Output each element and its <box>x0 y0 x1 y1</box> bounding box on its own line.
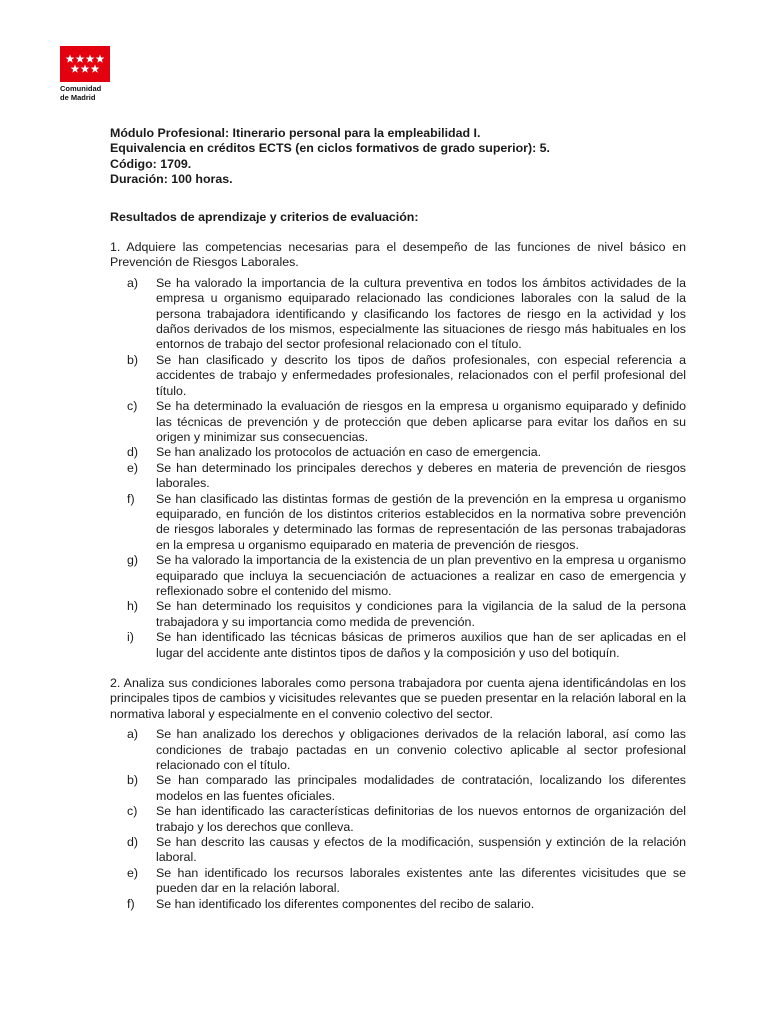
module-duration: Duración: 100 horas. <box>110 172 233 187</box>
criterion-item <box>110 353 686 399</box>
document-body <box>110 126 686 912</box>
learning-result: 1. Adquiere las competencias necesarias para el desempeño de las funciones de nivel básico en Prevención de Riesgos Laborales. <box>110 240 686 270</box>
criterion-text: Se han identificado las características definitorias de los nuevos entornos de organización del trabajo y los derechos que conlleva. <box>156 804 686 834</box>
criterion-item <box>110 599 686 630</box>
criterion-letter: a) <box>127 727 139 742</box>
criterion-letter: d) <box>127 445 139 460</box>
criterion-text: Se han determinado los requisitos y condiciones para la vigilancia de la salud de la persona trabajadora y su importancia como medida de prevención. <box>156 599 686 629</box>
criterion-item <box>110 276 686 353</box>
criterion-letter: g) <box>127 553 139 568</box>
criteria-list <box>110 727 686 912</box>
star-icon <box>96 54 105 62</box>
criterion-item <box>110 553 686 599</box>
learning-result: 2. Analiza sus condiciones laborales como persona trabajadora por cuenta ajena identificándolas en los principales tipos de cambios y vicisitudes relevantes que se pueden presentar en la relación laboral en la normativa laboral y especialmente en el convenio colectivo del sector. <box>110 676 686 721</box>
criterion-text: Se han clasificado las distintas formas de gestión de la prevención en la empresa u organismo equiparado, en función de los distintos criterios establecidos en la normativa sobre prevención de riesgos laborales y determinado las formas de representación de las personas trabajadoras en la empresa u organismo equiparado en materia de prevención de riesgos. <box>156 491 686 552</box>
module-title: Módulo Profesional: Itinerario personal para la empleabilidad I. <box>110 126 481 140</box>
star-icon <box>66 54 75 62</box>
module-header <box>110 126 686 188</box>
criterion-letter: b) <box>127 773 139 788</box>
criterion-item <box>110 897 686 912</box>
criterion-item <box>110 445 686 460</box>
criterion-letter: b) <box>127 352 139 367</box>
criterion-letter: e) <box>127 460 139 475</box>
star-icon <box>76 54 85 62</box>
star-icon <box>81 64 90 72</box>
logo-name-line2: de Madrid <box>60 92 96 102</box>
comunidad-de-madrid-logo <box>60 46 110 102</box>
criterion-text: Se han descrito las causas y efectos de la modificación, suspensión y extinción de la relación laboral. <box>156 835 686 865</box>
module-code: Código: 1709. <box>110 156 192 171</box>
criterion-text: Se han identificado las técnicas básicas de primeros auxilios que han de ser aplicadas en el lugar del accidente ante distintos tipos de daños y la composición y uso del botiquín. <box>156 630 686 660</box>
star-icon <box>86 54 95 62</box>
criterion-text: Se han determinado los principales derechos y deberes en materia de prevención de riesgos laborales. <box>156 460 686 491</box>
logo-name-line1: Comunidad <box>60 84 102 93</box>
criterion-letter: d) <box>127 835 139 850</box>
criterion-letter: f) <box>127 896 135 911</box>
criterion-letter: a) <box>127 275 139 290</box>
criterion-text: Se han clasificado y descrito los tipos de daños profesionales, con especial referencia a accidentes de trabajo y enfermedades profesionales, relacionados con el perfil profesional del título. <box>156 352 686 398</box>
criterion-item <box>110 773 686 804</box>
criterion-item <box>110 630 686 661</box>
criterion-letter: e) <box>127 865 139 880</box>
criteria-list <box>110 276 686 661</box>
star-icon <box>71 64 80 72</box>
criterion-text: Se han identificado los diferentes componentes del recibo de salario. <box>156 896 535 911</box>
criterion-letter: c) <box>127 804 138 819</box>
madrid-flag-stars-icon <box>60 46 110 82</box>
section-title: Resultados de aprendizaje y criterios de evaluación: <box>110 209 419 224</box>
criterion-text: Se ha determinado la evaluación de riesgos en la empresa u organismo equiparado y definido las técnicas de prevención y de protección que deben aplicarse para evitar los daños en su origen y minimizar sus consecuencias. <box>156 399 686 444</box>
criterion-item <box>110 399 686 445</box>
criterion-letter: h) <box>127 599 139 614</box>
star-icon <box>91 64 100 72</box>
criterion-text: Se ha valorado la importancia de la cultura preventiva en todos los ámbitos actividades de la empresa u organismo equiparado relacionado las condiciones laborales con la salud de la persona trabajadora identificando y clasificando los factores de riesgo en la actividad y los daños derivados de los mismos, especialmente las situaciones de riesgo más habituales en los entornos de trabajo del sector profesional relacionado con el título. <box>156 275 686 352</box>
criterion-item <box>110 804 686 835</box>
criterion-text: Se ha valorado la importancia de la existencia de un plan preventivo en la empresa u organismo equiparado que incluya la secuenciación de actuaciones a realizar en caso de emergencia y reflexionado sobre el contenido del mismo. <box>156 553 686 598</box>
criterion-letter: f) <box>127 491 135 506</box>
criterion-item <box>110 461 686 492</box>
criterion-text: Se han comparado las principales modalidades de contratación, localizando los diferentes modelos en las fuentes oficiales. <box>156 773 686 803</box>
criterion-text: Se han identificado los recursos laborales existentes ante las diferentes vicisitudes que se pueden dar en la relación laboral. <box>156 865 686 896</box>
criterion-text: Se han analizado los protocolos de actuación en caso de emergencia. <box>156 445 542 460</box>
criterion-item <box>110 835 686 866</box>
criterion-item <box>110 727 686 773</box>
criterion-letter: c) <box>127 399 138 414</box>
criterion-item <box>110 866 686 897</box>
criterion-text: Se han analizado los derechos y obligaciones derivados de la relación laboral, así como las condiciones de trabajo pactadas en un convenio colectivo aplicable al sector profesional relacionado con el título. <box>156 727 686 773</box>
ects-equivalence: Equivalencia en créditos ECTS (en ciclos formativos de grado superior): 5. <box>110 141 550 156</box>
learning-results <box>110 240 686 912</box>
criterion-item <box>110 492 686 554</box>
criterion-letter: i) <box>127 630 134 645</box>
logo-wordmark <box>60 85 110 102</box>
